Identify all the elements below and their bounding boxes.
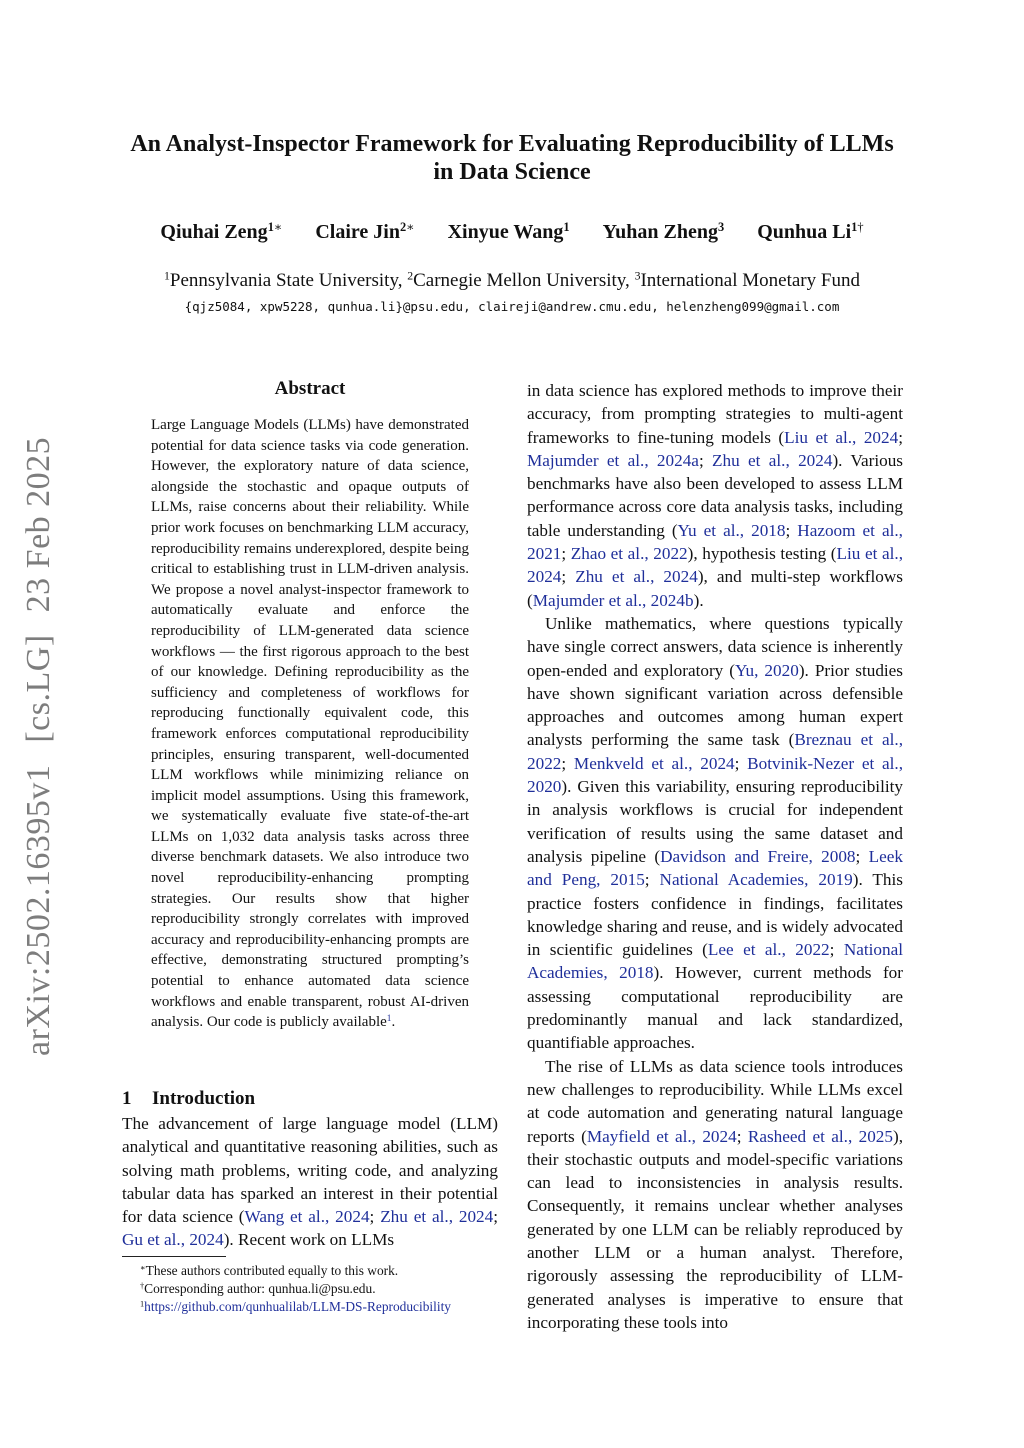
citation-link[interactable]: Zhu et al., 2024	[575, 567, 698, 587]
author-emails: {qjz5084, xpw5228, qunhua.li}@psu.edu, claireji@andrew.cmu.edu, helenzheng099@gmail.com	[184, 299, 840, 314]
body-text: ;	[785, 520, 798, 540]
citation-link[interactable]: Gu et al., 2024	[122, 1230, 224, 1250]
body-text: ). Various benchmarks have also been developed to assess LLM performance across core data analysis tasks, including table understanding (	[527, 450, 903, 540]
author: Qiuhai Zeng$^{1∗}$	[160, 220, 283, 243]
body-text: ), hypothesis testing (	[687, 544, 837, 564]
body-text: ;	[855, 846, 869, 866]
arxiv-date: 23 Feb 2025	[20, 436, 57, 613]
intro-paragraph: The advancement of large language model (LLM) analytical and quantitative reasoning abilities, such as solving math problems, writing code, and analyzing tabular data has sparked an interest in their potential for data science (Wang et al., 2024; Zhu et al., 2024; Gu et al., 2024). Recent work on LLMs	[122, 1114, 499, 1250]
body-paragraph	[527, 612, 903, 1055]
body-text: ;	[736, 1126, 748, 1146]
body-text: in data science has explored methods to improve their accuracy, from prompting strategies to multi-agent frameworks to fine-tuning models (	[527, 381, 903, 447]
citation-link[interactable]: Davidson and Freire, 2008	[660, 846, 856, 866]
author-list	[100, 221, 924, 244]
arxiv-category: [cs.LG]	[20, 634, 57, 743]
right-column	[527, 379, 903, 1334]
paper-title	[100, 130, 924, 186]
footnotes	[122, 1262, 498, 1316]
citation-link[interactable]: Lee et al., 2022	[707, 940, 830, 960]
body-text: ), and multi-step workflows (	[527, 567, 903, 610]
body-text: ). This practice fosters confidence in findings, facilitates knowledge sharing and reuse, and is widely advocated in scientific guidelines (	[527, 870, 903, 960]
arxiv-stamp	[20, 415, 58, 1056]
author: Claire Jin$^{2∗}$	[315, 220, 415, 243]
footnote-code: $^1$https://github.com/qunhualilab/LLM-DS-Reproducibility	[140, 1299, 451, 1314]
citation-link[interactable]: National Academies, 2018	[527, 940, 903, 983]
title-line-2: in Data Science	[433, 159, 591, 185]
footnote-corresponding: †Corresponding author: qunhua.li@psu.edu.	[140, 1281, 376, 1296]
citation-link[interactable]: Rasheed et al., 2025	[747, 1126, 893, 1146]
citation-link[interactable]: Wang et al., 2024	[244, 1207, 370, 1227]
abstract-body: Large Language Models (LLMs) have demonstrated potential for data science tasks via code generation. However, the exploratory nature of data science, alongside the stochastic and opaque outputs of LLMs, raise concerns about their reliability. While prior work focuses on benchmarking LLM accuracy, reproducibility remains underexplored, despite being critical to establishing trust in LLM-driven analysis. We propose a novel analyst-inspector framework to automatically evaluate and enforce the reproducibility of LLM-generated data science workflows — the first rigorous approach to the best of our knowledge. Defining reproducibility as the sufficiency and completeness of workflows for reproducing functionally equivalent code, this framework enforces computational reproducibility principles, ensuring transparent, well-documented LLM workflows while minimizing reliance on implicit model assumptions. Using this framework, we systematically evaluate five state-of-the-art LLMs on 1,032 data analysis tasks across three diverse benchmark datasets. We also introduce two novel reproducibility-enhancing prompting strategies. Our results show that higher reproducibility strongly correlates with improved accuracy and reproducibility-enhancing prompts are effective, demonstrating structured prompting’s potential to enhance automated data science workflows and enable transparent, robust AI-driven analysis. Our code is publicly available$^1$.	[151, 417, 469, 1031]
citation-link[interactable]: Mayfield et al., 2024	[586, 1126, 737, 1146]
code-repository-link[interactable]: https://github.com/qunhualilab/LLM-DS-Reproducibility	[144, 1299, 451, 1314]
author: Xinyue Wang$^1$	[447, 220, 570, 243]
body-paragraph	[527, 1055, 903, 1335]
citation-link[interactable]: Yu et al., 2018	[677, 520, 786, 540]
body-paragraph	[527, 379, 903, 612]
body-text: ;	[698, 450, 713, 470]
citation-link[interactable]: Zhao et al., 2022	[570, 544, 688, 564]
citation-link[interactable]: Menkveld et al., 2024	[573, 753, 735, 773]
citation-link[interactable]: Liu et al., 2024	[784, 427, 899, 447]
footnote-rule	[122, 1256, 226, 1257]
affiliations: $^1$Pennsylvania State University, $^2$Carnegie Mellon University, $^3$International Monetary Fund	[164, 269, 860, 291]
body-text: ). However, current methods for assessing computational reproducibility are predominantly manual and lack standardized, quantifiable approaches.	[527, 963, 904, 1053]
citation-link[interactable]: Majumder et al., 2024a	[527, 450, 699, 470]
arxiv-id: arXiv:2502.16395v1	[20, 764, 57, 1056]
abstract-heading: Abstract	[274, 378, 346, 399]
body-text: The rise of LLMs as data science tools introduces new challenges to reproducibility. While LLMs excel at code automation and generating natural language reports (	[527, 1056, 903, 1146]
title-line-1: An Analyst-Inspector Framework for Evaluating Reproducibility of LLMs	[130, 131, 894, 157]
body-text: ;	[898, 427, 903, 447]
citation-link[interactable]: Liu et al., 2024	[527, 544, 903, 587]
body-text: ). Prior studies have shown significant variation across defensible approaches and outcomes among human expert analysts performing the same task (	[527, 660, 903, 750]
citation-link[interactable]: Botvinik-Nezer et al., 2020	[527, 753, 903, 797]
body-text: ).	[693, 590, 704, 610]
body-text: ;	[734, 753, 748, 773]
footnote-ref[interactable]: 1	[386, 1014, 392, 1025]
author: Qunhua $Li^{1\dagger}$	[757, 220, 864, 243]
body-text: ;	[561, 753, 574, 773]
author: Yuhan Zheng$^3$	[602, 220, 725, 243]
body-text: ;	[644, 870, 660, 890]
citation-link[interactable]: Zhu et al., 2024	[712, 450, 833, 470]
citation-link[interactable]: Hazoom et al., 2021	[527, 520, 903, 564]
citation-link[interactable]: National Academies, 2019	[659, 870, 853, 890]
citation-link[interactable]: Zhu et al., 2024	[380, 1207, 494, 1227]
body-text: ). Given this variability, ensuring reproducibility in analysis workflows is crucial for independent verification of results using the same dataset and analysis pipeline (	[527, 777, 903, 866]
citation-link[interactable]: Yu, 2020	[735, 660, 799, 680]
footnote-equal: ∗These authors contributed equally to this work.	[140, 1263, 399, 1278]
body-text: ;	[561, 567, 576, 587]
body-text: Unlike mathematics, where questions typically have single correct answers, data science is inherently open-ended and exploratory (	[527, 613, 903, 680]
body-text: ;	[829, 940, 844, 960]
section-heading: 1 Introduction	[122, 1088, 256, 1109]
body-text: ;	[561, 544, 571, 564]
body-text: ), their stochastic outputs and model-specific variations can lead to inconsistencies in analysis results. Consequently, it remains unclear whether analyses generated by one LLM can be reliably reproduced by another LLM or a human analyst. Therefore, rigorously assessing the reproducibility of LLM-generated analyses is imperative to ensure that incorporating these tools into	[527, 1126, 904, 1332]
citation-link[interactable]: Leek and Peng, 2015	[527, 846, 903, 890]
citation-link[interactable]: Majumder et al., 2024b	[532, 590, 694, 610]
citation-link[interactable]: Breznau et al., 2022	[527, 730, 903, 773]
